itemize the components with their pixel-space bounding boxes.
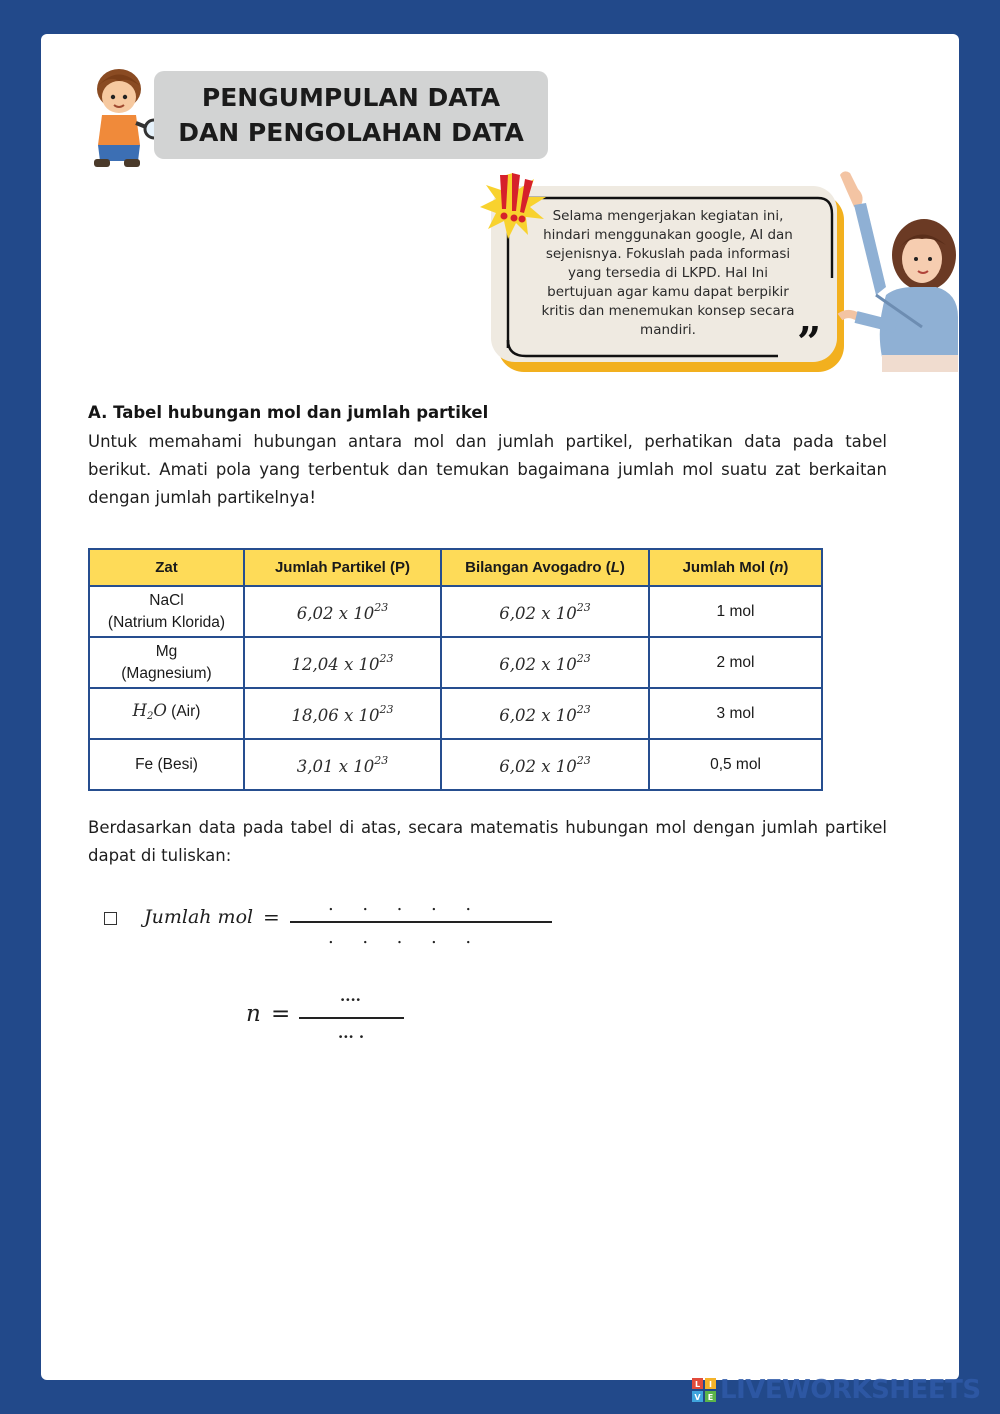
- scientific-number: [291, 652, 394, 674]
- exponent: 23: [576, 754, 591, 767]
- zat-name: (Air): [171, 702, 201, 720]
- cell-jumlah-mol: 3 mol: [649, 688, 822, 739]
- formula1-fraction-bar: [290, 921, 552, 923]
- mantissa: 18,06: [291, 706, 339, 725]
- closing-quote-icon: ”: [797, 318, 822, 367]
- exponent: 23: [576, 601, 591, 614]
- formula-subscript: 2: [146, 710, 154, 722]
- cell-zat: Fe (Besi): [89, 739, 244, 790]
- header-text: Jumlah Mol (: [682, 559, 775, 576]
- exponent: 23: [379, 652, 394, 665]
- exponent: 23: [379, 703, 394, 716]
- cell-zat: [89, 688, 244, 739]
- note-text: [517, 207, 819, 340]
- base: 10: [353, 604, 375, 623]
- page-title-line1: PENGUMPULAN DATA: [201, 83, 501, 112]
- cell-avogadro: [441, 688, 649, 739]
- times-sign: x: [541, 655, 551, 674]
- note-line: Selama mengerjakan kegiatan ini,: [552, 208, 784, 224]
- times-sign: x: [541, 706, 551, 725]
- times-sign: x: [343, 706, 354, 725]
- times-sign: x: [541, 604, 551, 623]
- section-a-title: A. Tabel hubungan mol dan jumlah partikel: [88, 403, 489, 422]
- mantissa: 6,02: [296, 604, 334, 623]
- zat-formula: NaCl: [149, 591, 184, 609]
- mantissa: 6,02: [499, 757, 536, 776]
- cell-jumlah-partikel: [244, 688, 441, 739]
- formula1-denominator-blank[interactable]: . . . . .: [328, 927, 472, 948]
- page-title-line2: DAN PENGOLAHAN DATA: [178, 118, 524, 147]
- times-sign: x: [343, 655, 354, 674]
- liveworksheets-logo-icon: [692, 1378, 716, 1402]
- formula2-equals: =: [271, 1001, 291, 1027]
- formula1-lhs: Jumlah mol: [144, 906, 254, 928]
- formula1-equals: =: [263, 905, 280, 929]
- formula2-lhs: n: [246, 1001, 261, 1027]
- times-sign: x: [338, 604, 349, 623]
- formula1-numerator-blank[interactable]: . . . . .: [328, 894, 472, 915]
- formula-h: H: [132, 700, 147, 720]
- table-row: [89, 688, 822, 739]
- worksheet-page: [41, 34, 959, 1380]
- mantissa: 6,02: [499, 604, 536, 623]
- mol-particle-table: [88, 548, 823, 791]
- base: 10: [353, 757, 375, 776]
- cell-jumlah-mol: 1 mol: [649, 586, 822, 637]
- header-text: ): [619, 559, 625, 576]
- zat-formula: [133, 701, 167, 720]
- note-line: sejenisnya. Fokuslah pada informasi: [545, 246, 791, 262]
- header-jumlah-mol: [649, 549, 822, 586]
- boy-with-magnifier-icon: [74, 61, 164, 171]
- header-text: Bilangan Avogadro (: [465, 559, 611, 576]
- cell-avogadro: [441, 739, 649, 790]
- base: 10: [555, 757, 577, 776]
- scientific-number: [499, 601, 591, 623]
- base: 10: [358, 655, 380, 674]
- scientific-number: [499, 703, 591, 725]
- note-line: yang tersedia di LKPD. Hal Ini: [568, 265, 768, 281]
- svg-text:V: V: [694, 1393, 701, 1402]
- scientific-number: [296, 601, 389, 623]
- base: 10: [555, 604, 577, 623]
- note-line: kritis dan menemukan konsep secara: [541, 303, 795, 319]
- table-row: [89, 739, 822, 790]
- cell-zat: [89, 637, 244, 688]
- header-zat: Zat: [89, 549, 244, 586]
- liveworksheets-watermark: [692, 1374, 981, 1406]
- cell-jumlah-partikel: [244, 586, 441, 637]
- base: 10: [358, 706, 380, 725]
- header-bilangan-avogadro: [441, 549, 649, 586]
- base: 10: [555, 706, 577, 725]
- title-banner: [154, 71, 548, 159]
- cell-jumlah-mol: 0,5 mol: [649, 739, 822, 790]
- svg-text:E: E: [707, 1393, 714, 1402]
- header-jumlah-partikel: Jumlah Partikel (P): [244, 549, 441, 586]
- avogadro-symbol: L: [610, 559, 620, 576]
- cell-avogadro: [441, 586, 649, 637]
- formula2-fraction-bar: [299, 1017, 404, 1019]
- note-line: hindari menggunakan google, AI dan: [543, 227, 793, 243]
- note-line: bertujuan agar kamu dapat berpikir: [547, 284, 789, 300]
- mantissa: 12,04: [291, 655, 339, 674]
- times-sign: x: [338, 757, 349, 776]
- cell-jumlah-partikel: [244, 637, 441, 688]
- formula2-denominator-blank[interactable]: ... .: [338, 1024, 365, 1042]
- mol-symbol: n: [774, 559, 784, 576]
- svg-text:I: I: [709, 1380, 712, 1389]
- woman-presenter-icon: [836, 167, 961, 372]
- scientific-number: [291, 703, 394, 725]
- section-a-intro: Untuk memahami hubungan antara mol dan jumlah partikel, perhatikan data pada tabel berikut. Amati pola yang terbentuk dan temukan bagaimana jumlah mol suatu zat berkaitan dengan jumlah partikelnya!: [88, 432, 887, 507]
- zat-name: (Natrium Klorida): [107, 613, 226, 631]
- base: 10: [555, 655, 577, 674]
- scientific-number: [296, 754, 389, 776]
- exponent: 23: [576, 703, 591, 716]
- watermark-text: LIVEWORKSHEETS: [720, 1375, 981, 1405]
- table-row: [89, 637, 822, 688]
- mantissa: 3,01: [296, 757, 334, 776]
- mantissa: 6,02: [499, 706, 536, 725]
- cell-jumlah-mol: 2 mol: [649, 637, 822, 688]
- zat-name: (Magnesium): [121, 664, 212, 682]
- cell-zat: [89, 586, 244, 637]
- exponent: 23: [576, 652, 591, 665]
- cell-avogadro: [441, 637, 649, 688]
- exponent: 23: [374, 601, 389, 614]
- formula2-numerator-blank[interactable]: ....: [340, 987, 361, 1005]
- header-text: ): [783, 559, 789, 576]
- times-sign: x: [541, 757, 551, 776]
- cell-jumlah-partikel: [244, 739, 441, 790]
- table-header-row: [89, 549, 822, 586]
- mantissa: 6,02: [499, 655, 536, 674]
- zat-formula: Mg: [155, 642, 178, 660]
- conclusion-text: Berdasarkan data pada tabel di atas, secara matematis hubungan mol dengan jumlah partikel dapat di tuliskan:: [88, 818, 887, 865]
- formula-o: O: [153, 700, 167, 720]
- answer-checkbox[interactable]: [104, 912, 117, 925]
- exponent: 23: [374, 754, 389, 767]
- scientific-number: [499, 754, 591, 776]
- note-line: mandiri.: [640, 322, 696, 338]
- table-row: [89, 586, 822, 637]
- scientific-number: [499, 652, 591, 674]
- svg-text:L: L: [694, 1380, 701, 1389]
